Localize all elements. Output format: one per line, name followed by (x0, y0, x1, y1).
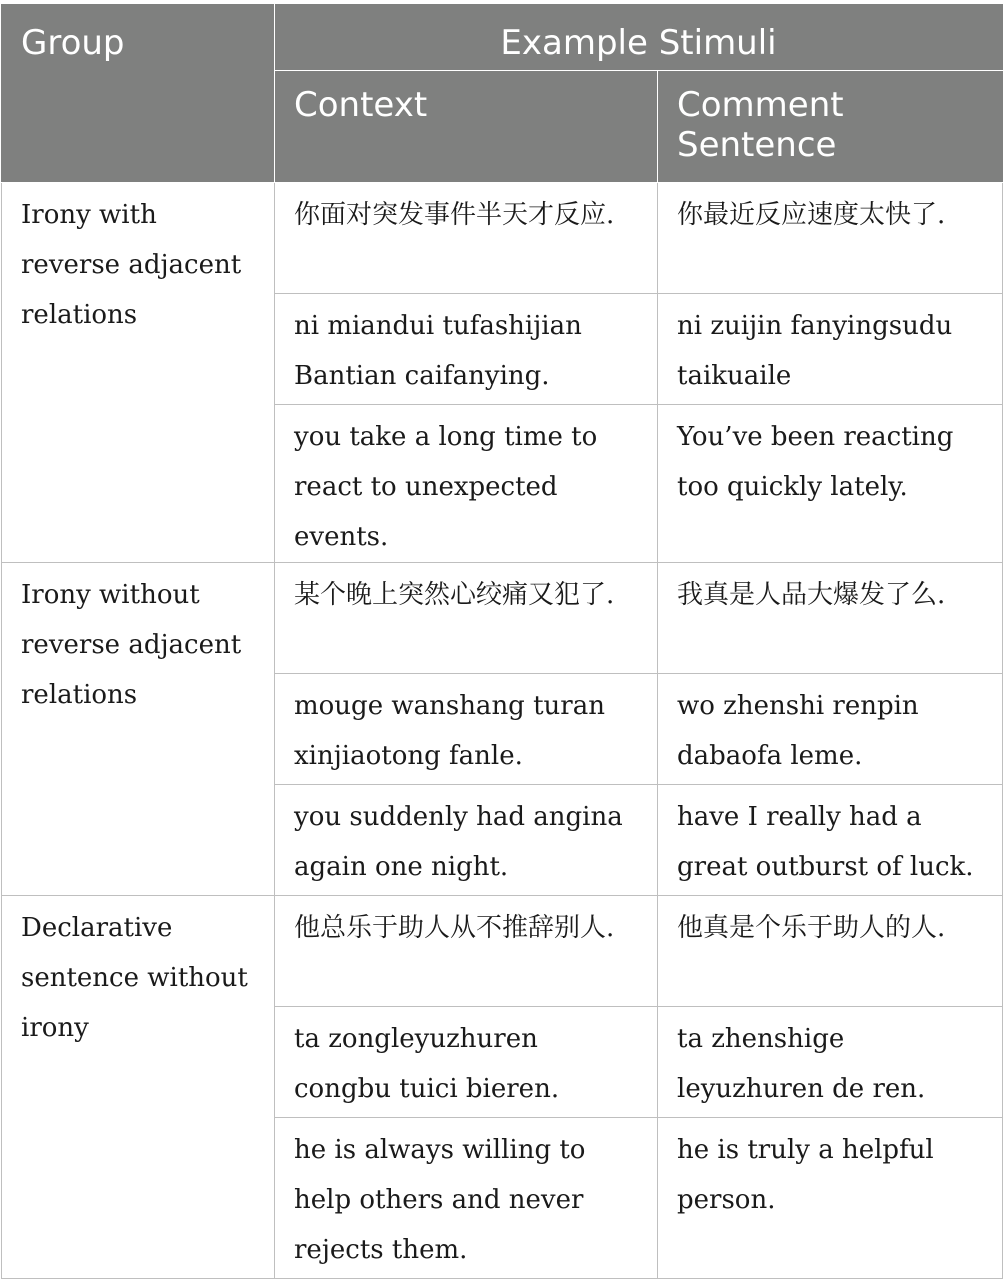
header-row-top (2, 5, 1003, 71)
context-text: 你面对突发事件半天才反应. (294, 200, 615, 230)
comment-text: have I really had a great outburst of luck. (677, 802, 974, 882)
header-group: Group (2, 5, 275, 183)
table-row (2, 896, 1003, 1007)
context-text: ni miandui tufashijian Bantian caifanying. (294, 311, 582, 391)
comment-text: You’ve been reacting too quickly lately. (677, 422, 954, 502)
context-text: mouge wanshang turan xinjiaotong fanle. (294, 691, 605, 771)
group-name: Declarative sentence without irony (21, 913, 248, 1043)
context-cell (275, 183, 658, 294)
context-cell (275, 785, 658, 896)
context-cell (275, 674, 658, 785)
comment-cell (658, 896, 1003, 1007)
comment-text: 他真是个乐于助人的人. (677, 913, 946, 943)
comment-text: he is truly a helpful person. (677, 1135, 934, 1215)
context-text: he is always willing to help others and never rejects them. (294, 1135, 586, 1265)
table-row (2, 563, 1003, 674)
comment-text: wo zhenshi renpin dabaofa leme. (677, 691, 919, 771)
comment-cell (658, 785, 1003, 896)
comment-text: 你最近反应速度太快了. (677, 200, 946, 230)
header-comment-sentence: Comment Sentence (658, 71, 1003, 183)
comment-cell (658, 563, 1003, 674)
comment-cell (658, 1007, 1003, 1118)
comment-cell (658, 405, 1003, 563)
comment-text: ni zuijin fanyingsudu taikuaile (677, 311, 953, 391)
comment-text: ta zhenshige leyuzhuren de ren. (677, 1024, 926, 1104)
context-cell (275, 563, 658, 674)
context-cell (275, 294, 658, 405)
context-text: 他总乐于助人从不推辞别人. (294, 913, 615, 943)
context-cell (275, 1007, 658, 1118)
comment-cell (658, 183, 1003, 294)
stimuli-table (1, 4, 1003, 1279)
context-text: you suddenly had angina again one night. (294, 802, 623, 882)
comment-cell (658, 674, 1003, 785)
comment-cell (658, 1118, 1003, 1279)
context-text: ta zongleyuzhuren congbu tuici bieren. (294, 1024, 560, 1104)
context-cell (275, 405, 658, 563)
comment-text: 我真是人品大爆发了么. (677, 580, 946, 610)
group-cell (2, 183, 275, 563)
group-cell (2, 896, 275, 1279)
context-cell (275, 896, 658, 1007)
table-row (2, 183, 1003, 294)
context-cell (275, 1118, 658, 1279)
group-name: Irony without reverse adjacent relations (21, 580, 242, 710)
context-text: you take a long time to react to unexpected events. (294, 422, 598, 552)
context-text: 某个晚上突然心绞痛又犯了. (294, 580, 615, 610)
header-example-stimuli: Example Stimuli (275, 5, 1003, 71)
comment-cell (658, 294, 1003, 405)
group-cell (2, 563, 275, 896)
header-context: Context (275, 71, 658, 183)
group-name: Irony with reverse adjacent relations (21, 200, 242, 330)
